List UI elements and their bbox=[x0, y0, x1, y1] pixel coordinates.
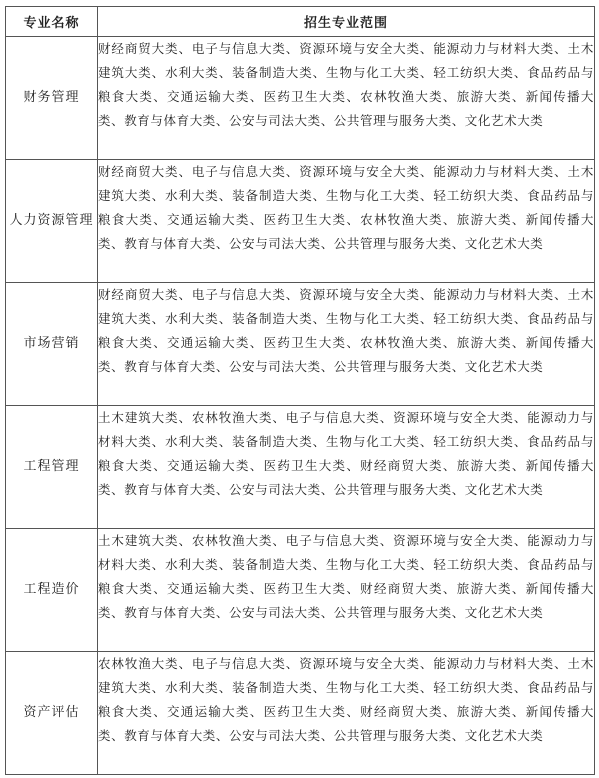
major-name-cell: 财务管理 bbox=[6, 37, 98, 160]
scope-cell: 土木建筑大类、农林牧渔大类、电子与信息大类、资源环境与安全大类、能源动力与材料大类、水利大类、装备制造大类、生物与化工大类、轻工纺织大类、食品药品与粮食大类、交通运输大类、医药卫生大类、财经商贸大类、旅游大类、新闻传播大类、教育与体育大类、公安与司法大类、公共管理与服务大类、文化艺术大类 bbox=[98, 529, 595, 652]
table-row bbox=[6, 529, 595, 652]
major-name-cell: 工程管理 bbox=[6, 406, 98, 529]
table-row bbox=[6, 283, 595, 406]
table-row bbox=[6, 406, 595, 529]
scope-cell: 土木建筑大类、农林牧渔大类、电子与信息大类、资源环境与安全大类、能源动力与材料大类、水利大类、装备制造大类、生物与化工大类、轻工纺织大类、食品药品与粮食大类、交通运输大类、医药卫生大类、财经商贸大类、旅游大类、新闻传播大类、教育与体育大类、公安与司法大类、公共管理与服务大类、文化艺术大类 bbox=[98, 406, 595, 529]
scope-cell: 财经商贸大类、电子与信息大类、资源环境与安全大类、能源动力与材料大类、土木建筑大类、水利大类、装备制造大类、生物与化工大类、轻工纺织大类、食品药品与粮食大类、交通运输大类、医药卫生大类、农林牧渔大类、旅游大类、新闻传播大类、教育与体育大类、公安与司法大类、公共管理与服务大类、文化艺术大类 bbox=[98, 283, 595, 406]
table-row bbox=[6, 37, 595, 160]
table-body bbox=[6, 37, 595, 775]
header-enrollment-scope: 招生专业范围 bbox=[98, 7, 595, 37]
header-row bbox=[6, 7, 595, 37]
scope-cell: 财经商贸大类、电子与信息大类、资源环境与安全大类、能源动力与材料大类、土木建筑大类、水利大类、装备制造大类、生物与化工大类、轻工纺织大类、食品药品与粮食大类、交通运输大类、医药卫生大类、农林牧渔大类、旅游大类、新闻传播大类、教育与体育大类、公安与司法大类、公共管理与服务大类、文化艺术大类 bbox=[98, 160, 595, 283]
table-row bbox=[6, 160, 595, 283]
major-name-cell: 市场营销 bbox=[6, 283, 98, 406]
table-row bbox=[6, 652, 595, 775]
major-name-cell: 人力资源管理 bbox=[6, 160, 98, 283]
table-header bbox=[6, 7, 595, 37]
scope-cell: 农林牧渔大类、电子与信息大类、资源环境与安全大类、能源动力与材料大类、土木建筑大类、水利大类、装备制造大类、生物与化工大类、轻工纺织大类、食品药品与粮食大类、交通运输大类、医药卫生大类、财经商贸大类、旅游大类、新闻传播大类、教育与体育大类、公安与司法大类、公共管理与服务大类、文化艺术大类 bbox=[98, 652, 595, 775]
header-major-name: 专业名称 bbox=[6, 7, 98, 37]
major-scope-table bbox=[5, 6, 595, 775]
major-name-cell: 资产评估 bbox=[6, 652, 98, 775]
scope-cell: 财经商贸大类、电子与信息大类、资源环境与安全大类、能源动力与材料大类、土木建筑大类、水利大类、装备制造大类、生物与化工大类、轻工纺织大类、食品药品与粮食大类、交通运输大类、医药卫生大类、农林牧渔大类、旅游大类、新闻传播大类、教育与体育大类、公安与司法大类、公共管理与服务大类、文化艺术大类 bbox=[98, 37, 595, 160]
major-name-cell: 工程造价 bbox=[6, 529, 98, 652]
